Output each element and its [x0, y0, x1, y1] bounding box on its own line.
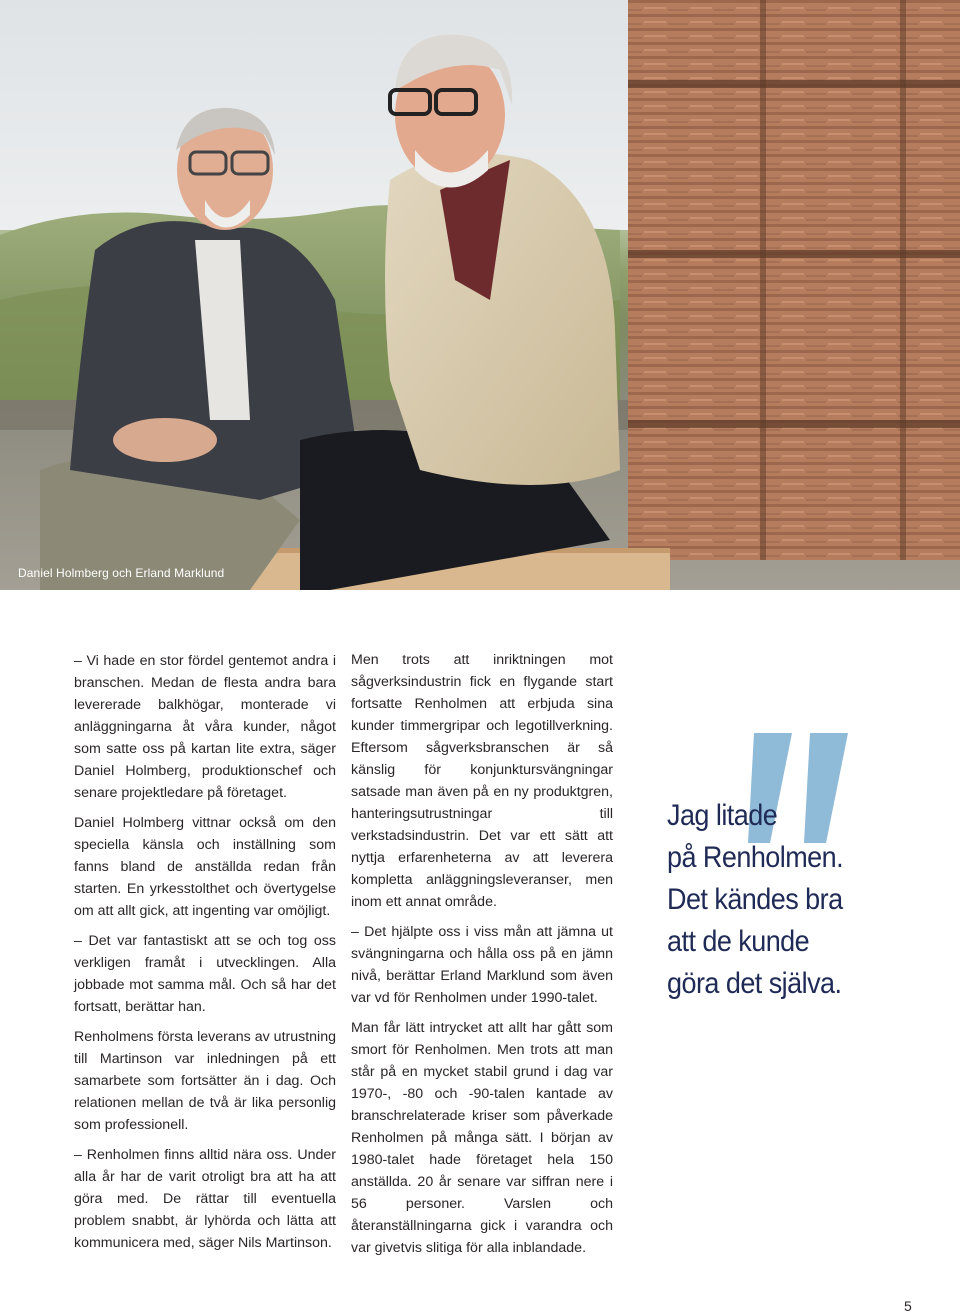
paragraph: Daniel Holmberg vittnar också om den speciella känsla och inställning som fanns bland de anställda redan från starten. En yrkesstolthet och övertygelse om att allt gick, att ingenting var omöjligt.: [74, 815, 336, 919]
paragraph: – Det var fantastiskt att se och tog oss verkligen framåt i utvecklingen. Alla jobbade mot samma mål. Och så har det fortsatt, berättar han.: [74, 933, 336, 1015]
page-number: 5: [904, 1298, 912, 1314]
middle-text-column: [351, 649, 613, 1267]
pull-quote: [667, 795, 883, 1005]
paragraph: Renholmens första leverans av utrustning till Martinson var inledningen på ett samarbete som fortsätter än i dag. Och relationen mellan de två är lika personlig som professionell.: [74, 1029, 336, 1133]
paragraph: – Det hjälpte oss i viss mån att jämna ut svängningarna och hålla oss på en jämn nivå, berättar Erland Marklund som även var vd för Renholmen under 1990-talet.: [351, 924, 613, 1006]
pull-quote-line: Jag litade: [667, 799, 778, 832]
paragraph: Man får lätt intrycket att allt har gått som smort för Renholmen. Men trots att man står på en mycket stabil grund i dag var 1970-, -80 och -90-talen kantade av branschrelaterade kriser som påverkade Renholmen på många sätt. I början av 1980-talet hade företaget hela 150 anställda. 20 år senare var siffran nere i 56 personer. Varslen och återanställningarna gick i varandra och var givetvis slitiga för alla inblandade.: [351, 1020, 613, 1256]
paragraph: – Renholmen finns alltid nära oss. Under alla år har de varit otroligt bra att ha att göra med. De rättar till eventuella problem snabbt, är lyhörda och lätta att kommunicera med, säger Nils Martinson.: [74, 1147, 336, 1251]
photo-illustration: [0, 0, 960, 590]
left-text-column: [74, 650, 336, 1262]
hero-photo: [0, 0, 960, 590]
paragraph: Men trots att inriktningen mot sågverksindustrin fick en flygande start fortsatte Renholmen att erbjuda sina kunder timmergripar och legotillverkning. Eftersom sågverksbranschen är så känslig för konjunktursvängningar satsade man även på en ny produktgren, hanteringsutrustningar till verkstadsindustrin. Det var ett sätt att nyttja erfarenheterna av att leverera kompletta anläggningsleveranser, men inom ett annat område.: [351, 652, 613, 910]
photo-caption: Daniel Holmberg och Erland Marklund: [18, 566, 225, 580]
pull-quote-line: på Renholmen.: [667, 841, 844, 874]
pull-quote-line: att de kunde: [667, 925, 810, 958]
pull-quote-line: göra det själva.: [667, 967, 842, 1000]
paragraph: – Vi hade en stor fördel gentemot andra i branschen. Medan de flesta andra bara levererade balkhögar, monterade vi anläggningarna åt våra kunder, något som satte oss på kartan lite extra, säger Daniel Holmberg, produktionschef och senare projektledare på företaget.: [74, 653, 336, 801]
pull-quote-line: Det kändes bra: [667, 883, 843, 916]
